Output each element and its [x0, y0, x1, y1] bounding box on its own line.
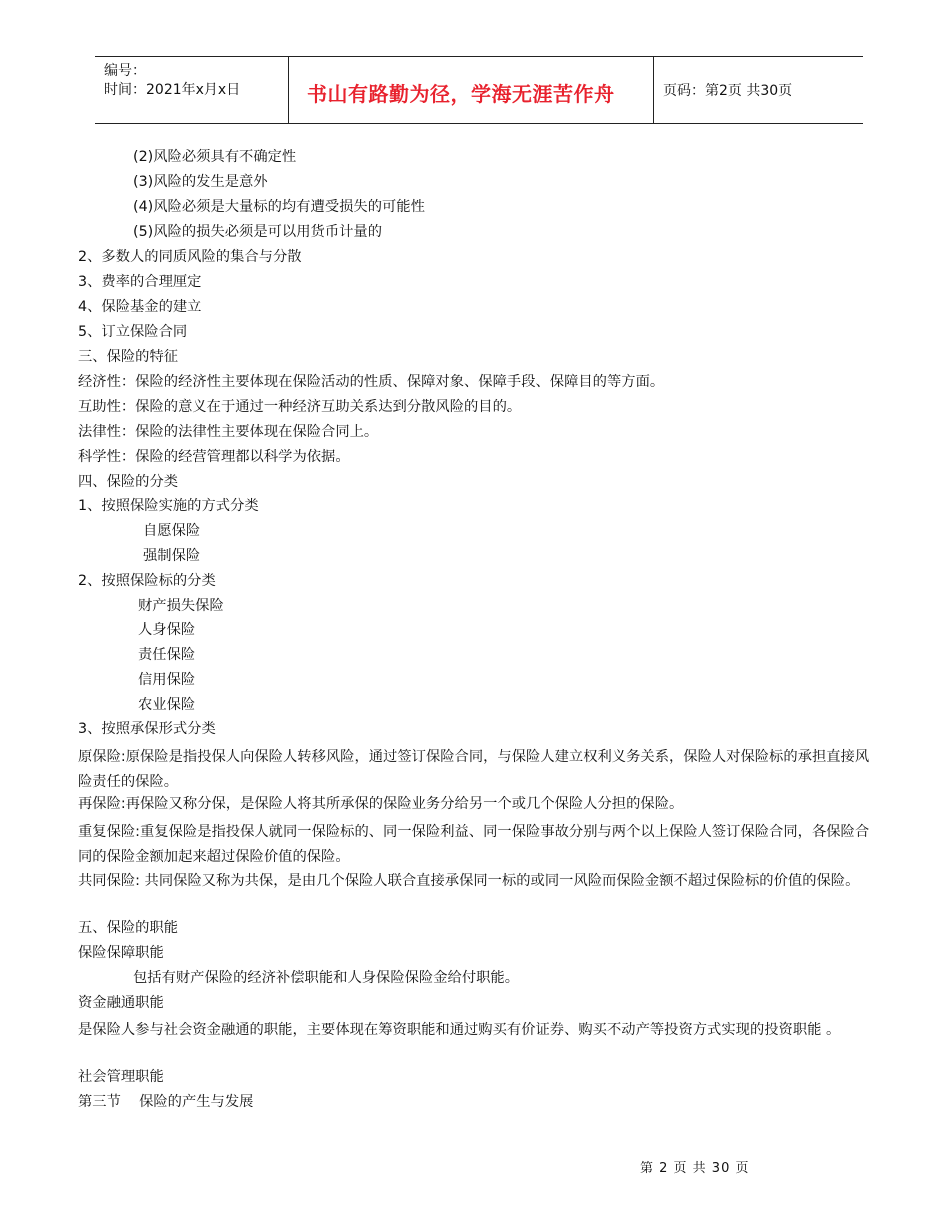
list-item: 人身保险: [138, 622, 196, 638]
header-motto-cell: [289, 57, 654, 123]
list-item: 财产损失保险: [138, 598, 224, 614]
section-heading: 第三节 保险的产生与发展: [78, 1094, 254, 1110]
paragraph: 法律性：保险的法律性主要体现在保险合同上。: [78, 424, 379, 440]
subheading: 社会管理职能: [78, 1069, 164, 1085]
list-item: 3、按照承保形式分类: [78, 721, 216, 737]
paragraph: 是保险人参与社会资金融通的职能，主要体现在筹资职能和通过购买有价证券、购买不动产等投资方式实现的投资职能 。: [78, 1022, 841, 1038]
header-page-cell: [654, 57, 863, 123]
subheading: 资金融通职能: [78, 995, 164, 1011]
paragraph: 经济性：保险的经济性主要体现在保险活动的性质、保障对象、保障手段、保障目的等方面。: [78, 374, 665, 390]
paragraph: 包括有财产保险的经济补偿职能和人身保险保险金给付职能。: [133, 970, 520, 986]
paragraph: 再保险:再保险又称分保，是保险人将其所承保的保险业务分给另一个或几个保险人分担的保险。: [78, 796, 684, 812]
list-item: (3)风险的发生是意外: [133, 174, 268, 190]
list-item: 自愿保险: [143, 523, 201, 539]
list-item: 5、订立保险合同: [78, 324, 188, 340]
list-item: 2、多数人的同质风险的集合与分散: [78, 249, 302, 265]
list-item: 3、费率的合理厘定: [78, 274, 202, 290]
list-item: (5)风险的损失必须是可以用货币计量的: [133, 224, 382, 240]
section-heading: 三、保险的特征: [78, 349, 179, 365]
header-left-cell: [95, 57, 289, 123]
list-item: 信用保险: [138, 672, 196, 688]
page-number-label: 页码：第2页 共30页: [663, 83, 793, 99]
paragraph: 原保险:原保险是指投保人向保险人转移风险，通过签订保险合同，与保险人建立权利义务关系，保险人对保险标的承担直接风险责任的保险。: [78, 749, 870, 790]
section-heading: 四、保险的分类: [78, 474, 179, 490]
paragraph: 重复保险:重复保险是指投保人就同一保险标的、同一保险利益、同一保险事故分别与两个以上保险人签订保险合同，各保险合同的保险金额加起来超过保险价值的保险。: [78, 824, 870, 865]
paragraph: 互助性：保险的意义在于通过一种经济互助关系达到分散风险的目的。: [78, 399, 522, 415]
paragraph: 科学性：保险的经营管理都以科学为依据。: [78, 449, 350, 465]
list-item: 1、按照保险实施的方式分类: [78, 498, 259, 514]
list-item: 2、按照保险标的分类: [78, 573, 216, 589]
motto-text: 书山有路勤为径，学海无涯苦作舟: [307, 82, 615, 106]
list-item: (4)风险必须是大量标的均有遭受损失的可能性: [133, 199, 425, 215]
subheading: 保险保障职能: [78, 945, 164, 961]
page-footer: 第 2 页 共 30 页: [640, 1161, 750, 1176]
list-item: 强制保险: [143, 548, 201, 564]
section-heading: 五、保险的职能: [78, 920, 179, 936]
serial-label: 编号：: [104, 63, 146, 79]
list-item: 农业保险: [138, 697, 196, 713]
page-header: [95, 56, 863, 124]
paragraph: 共同保险: 共同保险又称为共保，是由几个保险人联合直接承保同一标的或同一风险而保险金额不超过保险标的价值的保险。: [78, 873, 860, 889]
list-item: 责任保险: [138, 647, 196, 663]
list-item: 4、保险基金的建立: [78, 299, 202, 315]
list-item: (2)风险必须具有不确定性: [133, 149, 297, 165]
time-label: 时间：2021年x月x日: [104, 82, 241, 98]
